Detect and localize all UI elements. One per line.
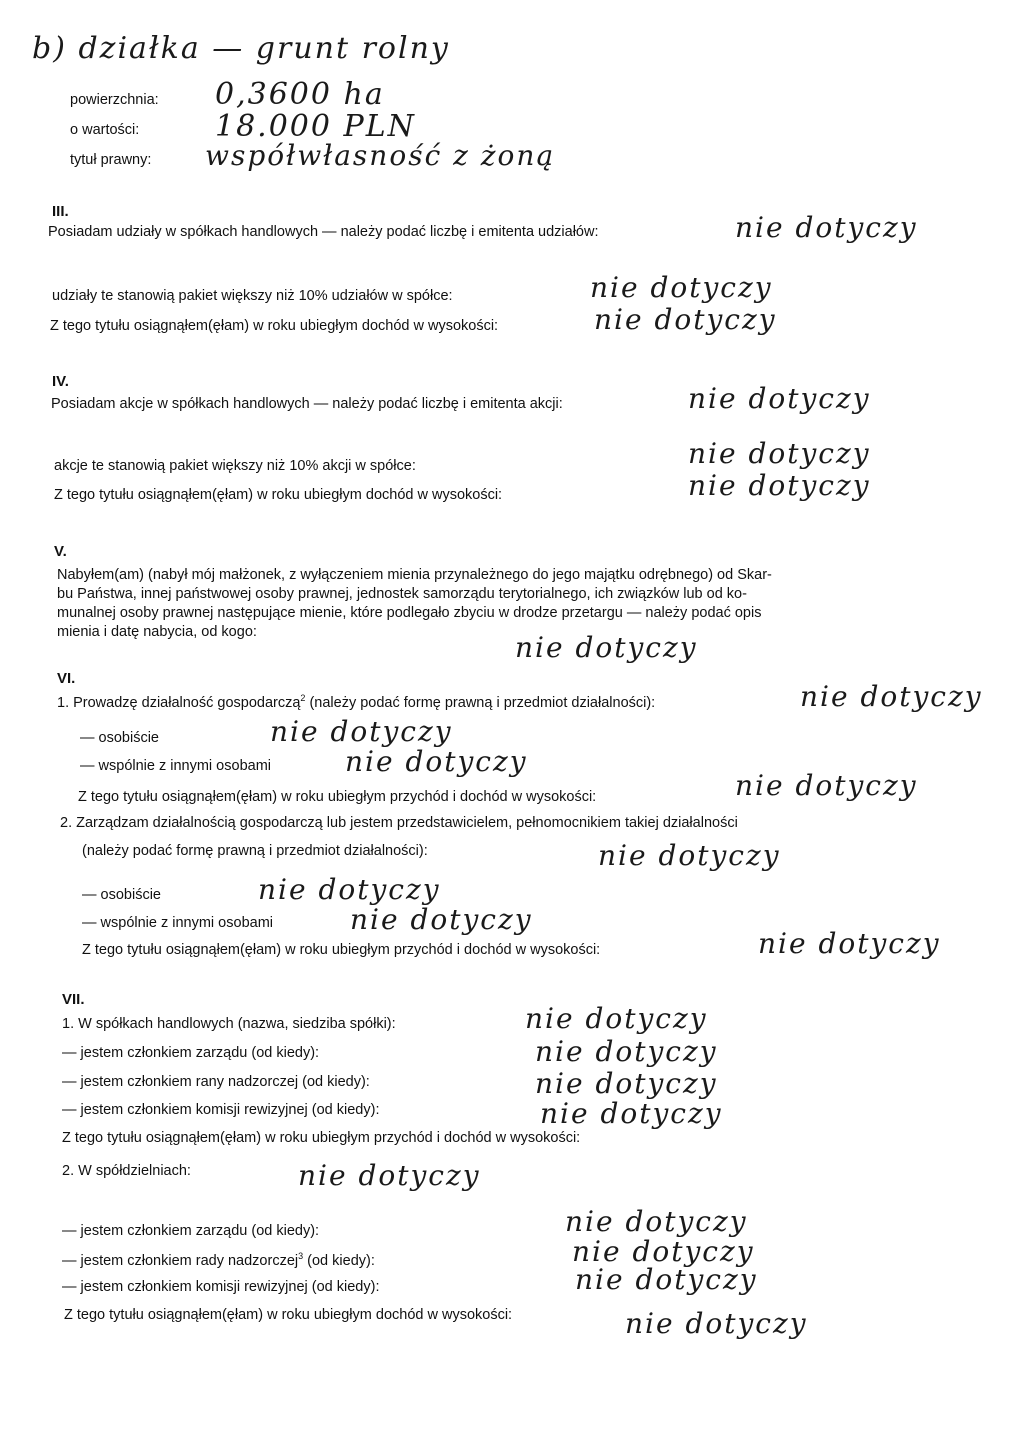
section-vi-income-1: Z tego tytułu osiągnąłem(ęłam) w roku ubiegłym przychód i dochód w wysokości:: [78, 789, 597, 805]
handwritten-answer: nie dotyczy: [345, 745, 528, 778]
section-vii-heading: VII.: [62, 991, 85, 1008]
section-v-line: munalnej osoby prawnej następujące mienie, które podlegało zbyciu w drodze przetargu — należy podać opis: [57, 605, 762, 621]
handwritten-answer: nie dotyczy: [535, 1067, 718, 1100]
handwritten-answer: nie dotyczy: [800, 680, 983, 713]
handwritten-item-heading: b) działka — grunt rolny: [32, 31, 450, 66]
section-v-heading: V.: [54, 543, 67, 560]
section-vi-personally: — osobiście: [80, 730, 159, 746]
section-iv-q3: Z tego tytułu osiągnąłem(ęłam) w roku ubiegłym dochód w wysokości:: [54, 487, 503, 503]
section-vii-audit-1: — jestem członkiem komisji rewizyjnej (od kiedy):: [62, 1102, 380, 1118]
section-vii-income-1: Z tego tytułu osiągnąłem(ęłam) w roku ubiegłym przychód i dochód w wysokości:: [62, 1130, 581, 1146]
handwritten-surface-value: 0,3600 ha: [215, 77, 385, 112]
section-v-paragraph: [57, 566, 929, 642]
handwritten-answer: nie dotyczy: [258, 873, 441, 906]
section-vi-heading: VI.: [57, 670, 76, 687]
handwritten-answer: nie dotyczy: [688, 469, 871, 502]
value-label: o wartości:: [70, 122, 140, 138]
handwritten-answer: nie dotyczy: [572, 1235, 755, 1268]
section-vi-p1-text: 1. Prowadzę działalność gospodarczą: [57, 694, 301, 711]
section-vii-supervisory-2-text: — jestem członkiem rady nadzorczej: [62, 1252, 299, 1269]
section-vi-income-2: Z tego tytułu osiągnąłem(ęłam) w roku ubiegłym przychód i dochód w wysokości:: [82, 942, 601, 958]
handwritten-answer: nie dotyczy: [735, 769, 918, 802]
section-vi-p2-line2: (należy podać formę prawną i przedmiot działalności):: [82, 843, 428, 859]
handwritten-answer: nie dotyczy: [688, 437, 871, 470]
section-vii-board-2: — jestem członkiem zarządu (od kiedy):: [62, 1223, 320, 1239]
section-iii-q2: udziały te stanowią pakiet większy niż 10% udziałów w spółce:: [52, 288, 453, 304]
section-iii-q3: Z tego tytułu osiągnąłem(ęłam) w roku ubiegłym dochód w wysokości:: [50, 318, 499, 334]
handwritten-answer: nie dotyczy: [594, 303, 777, 336]
footnote-mark: 3: [298, 1251, 304, 1261]
section-v-line: mienia i datę nabycia, od kogo:: [57, 624, 257, 640]
handwritten-answer: nie dotyczy: [565, 1205, 748, 1238]
handwritten-answer: nie dotyczy: [598, 839, 781, 872]
handwritten-answer: nie dotyczy: [298, 1159, 481, 1192]
section-iv-q2: akcje te stanowią pakiet większy niż 10% akcji w spółce:: [54, 458, 416, 474]
footnote-mark: 2: [300, 693, 306, 703]
section-vi-p2-line1: 2. Zarządzam działalnością gospodarczą lub jestem przedstawicielem, pełnomocnikiem takiej działalności: [60, 815, 738, 831]
section-v-line: Nabyłem(am) (nabył mój małżonek, z wyłączeniem mienia przynależnego do jego majątku odrębnego) od Skar-: [57, 567, 772, 583]
title-label: tytuł prawny:: [70, 152, 152, 168]
section-iii-q1: Posiadam udziały w spółkach handlowych — należy podać liczbę i emitenta udziałów:: [48, 224, 599, 240]
handwritten-answer: nie dotyczy: [535, 1035, 718, 1068]
handwritten-answer: nie dotyczy: [688, 382, 871, 415]
section-iv-heading: IV.: [52, 373, 69, 390]
section-v-line: bu Państwa, innej państwowej osoby prawnej, jednostek samorządu terytorialnego, ich związków lub od ko-: [57, 586, 747, 602]
section-vii-supervisory-1: — jestem członkiem rany nadzorczej (od kiedy):: [62, 1074, 370, 1090]
handwritten-answer: nie dotyczy: [515, 631, 698, 664]
section-vi-p1: [57, 693, 655, 712]
section-vi-p2-jointly: — wspólnie z innymi osobami: [82, 915, 273, 931]
handwritten-answer: nie dotyczy: [525, 1002, 708, 1035]
section-vii-audit-2: — jestem członkiem komisji rewizyjnej (od kiedy):: [62, 1279, 380, 1295]
surface-label: powierzchnia:: [70, 92, 159, 108]
handwritten-answer: nie dotyczy: [270, 715, 453, 748]
handwritten-value-value: 18.000 PLN: [215, 109, 416, 144]
section-iv-q1: Posiadam akcje w spółkach handlowych — należy podać liczbę i emitenta akcji:: [51, 396, 563, 412]
section-vi-p2-personally: — osobiście: [82, 887, 161, 903]
section-vi-jointly: — wspólnie z innymi osobami: [80, 758, 271, 774]
handwritten-answer: nie dotyczy: [758, 927, 941, 960]
section-vii-p1: 1. W spółkach handlowych (nazwa, siedziba spółki):: [62, 1016, 396, 1032]
section-vii-supervisory-2: [62, 1251, 375, 1270]
handwritten-answer: nie dotyczy: [590, 271, 773, 304]
handwritten-answer: nie dotyczy: [625, 1307, 808, 1340]
section-vii-supervisory-2-rest: (od kiedy):: [303, 1252, 375, 1269]
section-vii-p2: 2. W spółdzielniach:: [62, 1163, 191, 1179]
section-vii-board-1: — jestem członkiem zarządu (od kiedy):: [62, 1045, 320, 1061]
section-vi-p1-rest: (należy podać formę prawną i przedmiot działalności):: [305, 694, 656, 711]
handwritten-answer: nie dotyczy: [540, 1097, 723, 1130]
handwritten-title-value: współwłasność z żoną: [205, 139, 556, 172]
handwritten-answer: nie dotyczy: [575, 1263, 758, 1296]
handwritten-answer: nie dotyczy: [735, 211, 918, 244]
section-vii-income-2: Z tego tytułu osiągnąłem(ęłam) w roku ubiegłym dochód w wysokości:: [64, 1307, 513, 1323]
section-iii-heading: III.: [52, 203, 69, 220]
handwritten-answer: nie dotyczy: [350, 903, 533, 936]
